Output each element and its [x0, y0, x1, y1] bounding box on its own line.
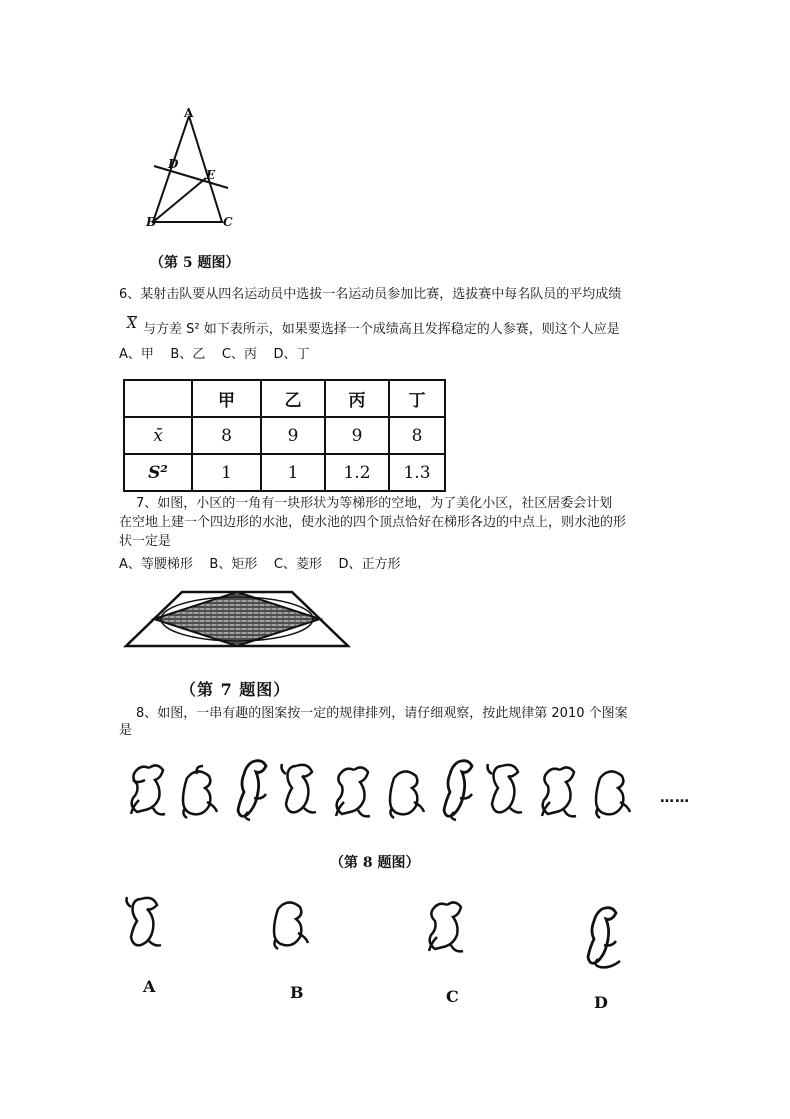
score-table	[123, 379, 446, 492]
table-row-label: S²	[124, 454, 192, 491]
point-e-label: E	[206, 168, 216, 182]
choice-a-label: A	[143, 977, 156, 996]
table-cell: 1.2	[325, 454, 389, 491]
point-d-label: D	[168, 157, 179, 171]
table-cell: 9	[325, 417, 389, 454]
xbar-letter: X	[127, 316, 137, 332]
monkey-icon	[336, 767, 370, 816]
q7-line-1: 7、如图，小区的一角有一块形状为等梯形的空地，为了美化小区，社区居委会计划	[136, 496, 613, 511]
table-row	[124, 454, 445, 491]
q8-line-2: 是	[119, 723, 133, 738]
monkey-icon	[282, 764, 317, 813]
monkey-icon	[390, 771, 424, 818]
table-cell	[124, 380, 192, 417]
pattern-sequence	[122, 752, 722, 832]
choice-b-image	[268, 895, 318, 955]
table-row	[124, 417, 445, 454]
sequence-ellipsis: ……	[660, 790, 690, 806]
q6-line-2: 与方差 S² 如下表所示，如果要选择一个成绩高且发挥稳定的人参赛，则这个人应是	[143, 322, 620, 337]
figure-8-caption: （第 8 题图）	[330, 855, 420, 871]
figure-5-caption: （第 5 题图）	[150, 255, 240, 271]
table-row	[124, 380, 445, 417]
monkey-icon	[596, 771, 630, 818]
table-cell: 1	[192, 454, 261, 491]
monkey-icon	[238, 761, 266, 820]
monkey-icon	[488, 764, 523, 813]
choice-a-image	[125, 893, 175, 953]
table-cell: 8	[389, 417, 445, 454]
figure-5-triangle	[140, 108, 250, 238]
q8-line-1: 8、如图，一串有趣的图案按一定的规律排列，请仔细观察，按此规律第 2010 个图案	[136, 706, 628, 721]
q7-line-2: 在空地上建一个四边形的水池，使水池的四个顶点恰好在梯形各边的中点上，则水池的形	[119, 515, 627, 530]
choice-d-label: D	[594, 993, 608, 1012]
q7-line-3: 状一定是	[119, 534, 172, 549]
monkey-icon	[444, 761, 472, 820]
table-row-label: x̄	[124, 417, 192, 454]
table-cell: 1.3	[389, 454, 445, 491]
choice-b-label: B	[290, 983, 304, 1002]
q6-line-1: 6、某射击队要从四名运动员中选拔一名运动员参加比赛，选拔赛中每名队员的平均成绩	[119, 287, 622, 302]
choice-c-label: C	[446, 987, 459, 1006]
table-cell: 9	[261, 417, 325, 454]
monkey-icon	[131, 765, 165, 814]
table-cell: 8	[192, 417, 261, 454]
choice-c-image	[425, 897, 480, 962]
point-a-label: A	[184, 106, 194, 120]
point-b-label: B	[146, 215, 157, 229]
table-header-cell: 丁	[389, 380, 445, 417]
figure-7-trapezoid	[122, 586, 362, 656]
table-header-cell: 丙	[325, 380, 389, 417]
table-cell: 1	[261, 454, 325, 491]
q6-options: A、甲 B、乙 C、丙 D、丁	[119, 347, 310, 362]
xbar-symbol	[127, 316, 137, 332]
q7-options: A、等腰梯形 B、矩形 C、菱形 D、正方形	[119, 557, 401, 572]
table-header-cell: 乙	[261, 380, 325, 417]
table-header-cell: 甲	[192, 380, 261, 417]
monkey-icon	[542, 767, 576, 816]
choice-d-image	[580, 903, 635, 978]
monkey-icon	[183, 766, 217, 818]
figure-7-caption: （第 7 题图）	[180, 680, 291, 699]
point-c-label: C	[223, 215, 233, 229]
